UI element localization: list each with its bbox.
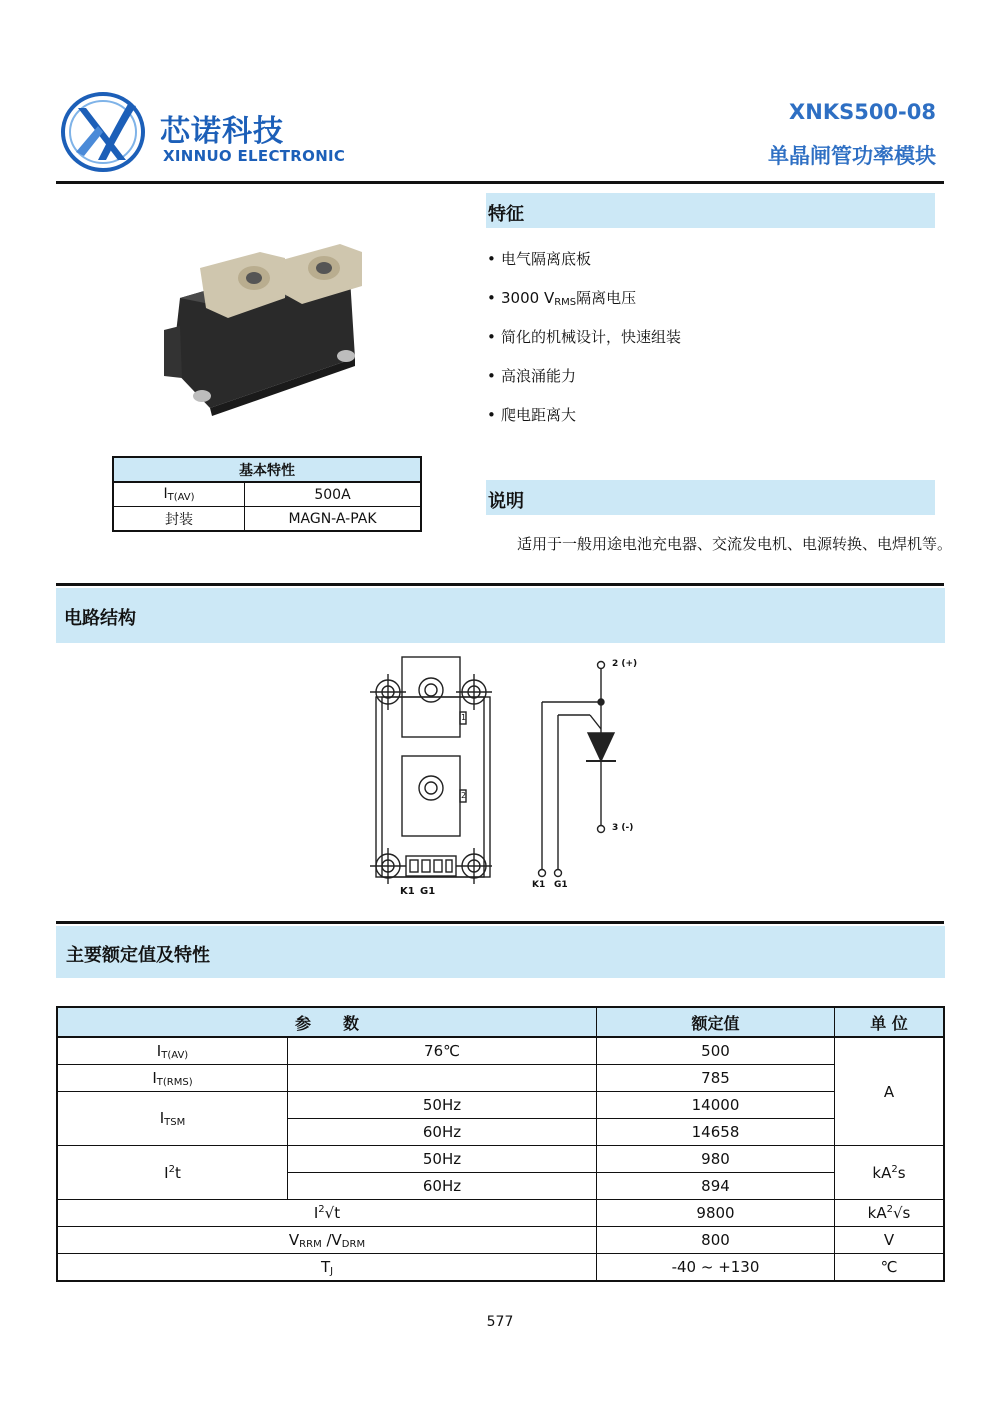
feature-item: • 简化的机械设计，快速组装 [487,328,682,346]
outline-label-g1: G1 [420,886,436,897]
schematic-label-g1: G1 [554,880,568,890]
param-value: -40 ~ +130 [597,1254,835,1282]
param-value: 500 [597,1037,835,1065]
company-logo [58,90,148,174]
outline-label-2: 2 [461,791,467,800]
param-symbol: $I_{T(RMS)}$ [57,1065,288,1092]
param-value: 800 [597,1227,835,1254]
basic-table-title: 基本特性 [113,457,421,482]
param-unit: $kA^2s$ [835,1146,945,1200]
table-row [57,1037,944,1065]
description-title: 说明 [488,491,524,512]
param-symbol: $V_{RRM}$ $/V_{DRM}$ [57,1227,597,1254]
product-photo [150,238,380,418]
param-condition [288,1065,597,1092]
schematic-label-k1: K1 [532,880,546,890]
outline-label-1: 1 [461,713,467,722]
feature-item: • 爬电距离大 [487,406,577,424]
section-divider [56,921,944,924]
col-header-rated-value: 额定值 [597,1007,835,1037]
param-condition: 50Hz [288,1092,597,1119]
param-symbol: $I^2t$ [57,1146,288,1200]
param-value: 785 [597,1065,835,1092]
param-value: 14658 [597,1119,835,1146]
param-symbol: $I^2√t$ [57,1200,597,1227]
schematic-terminal-2: 2 (+) [612,659,638,669]
feature-item: • 高浪涌能力 [487,367,577,385]
param-condition: 60Hz [288,1173,597,1200]
table-row [57,1200,944,1227]
param-condition: 76℃ [288,1037,597,1065]
model-number: XNKS500-08 [789,100,936,124]
package-outline-diagram [368,652,498,902]
circuit-band [56,588,945,643]
table-row [57,1146,944,1173]
param-value: 9800 [597,1200,835,1227]
thyristor-schematic [528,655,648,895]
param-unit: A [835,1037,945,1146]
ratings-band [56,926,945,978]
outline-label-k1: K1 [400,886,415,897]
param-unit: ℃ [835,1254,945,1282]
param-unit: $kA^2√s$ [835,1200,945,1227]
table-row [57,1065,944,1092]
basic-it-av-value: 500A [245,482,422,507]
ratings-table [56,1006,945,1282]
col-header-parameter: 参 数 [57,1007,597,1037]
table-row [57,1227,944,1254]
col-header-unit: 单 位 [835,1007,945,1037]
description-band [486,480,935,515]
param-value: 14000 [597,1092,835,1119]
circuit-title: 电路结构 [64,608,136,629]
param-value: 894 [597,1173,835,1200]
basic-package-value: MAGN-A-PAK [245,507,422,532]
section-divider [56,583,944,586]
product-subtitle: 单晶闸管功率模块 [768,144,936,168]
feature-item: • 3000 $V_{RMS}$隔离电压 [487,289,637,308]
param-symbol: $I_{TSM}$ [57,1092,288,1146]
logo-chinese-name: 芯诺科技 [160,114,284,149]
features-title: 特征 [488,204,524,225]
page-number: 577 [486,1314,514,1330]
table-row [57,1092,944,1119]
param-condition: 50Hz [288,1146,597,1173]
param-value: 980 [597,1146,835,1173]
table-row [57,1254,944,1282]
basic-characteristics-table [112,456,422,532]
feature-item: • 电气隔离底板 [487,250,592,268]
param-unit: V [835,1227,945,1254]
param-condition: 60Hz [288,1119,597,1146]
param-symbol: $T_J$ [57,1254,597,1282]
schematic-terminal-3: 3 (-) [612,823,634,833]
header-divider [56,181,944,184]
param-symbol: $I_{T(AV)}$ [57,1037,288,1065]
logo-english-name: XINNUO ELECTRONIC [163,147,346,165]
basic-it-av-symbol: $I_{T(AV)}$ [113,482,245,507]
basic-package-label: 封装 [113,507,245,532]
features-band [486,193,935,228]
description-text: 适用于一般用途电池充电器、交流发电机、电源转换、电焊机等。 [517,535,953,553]
ratings-title: 主要额定值及特性 [66,945,210,966]
